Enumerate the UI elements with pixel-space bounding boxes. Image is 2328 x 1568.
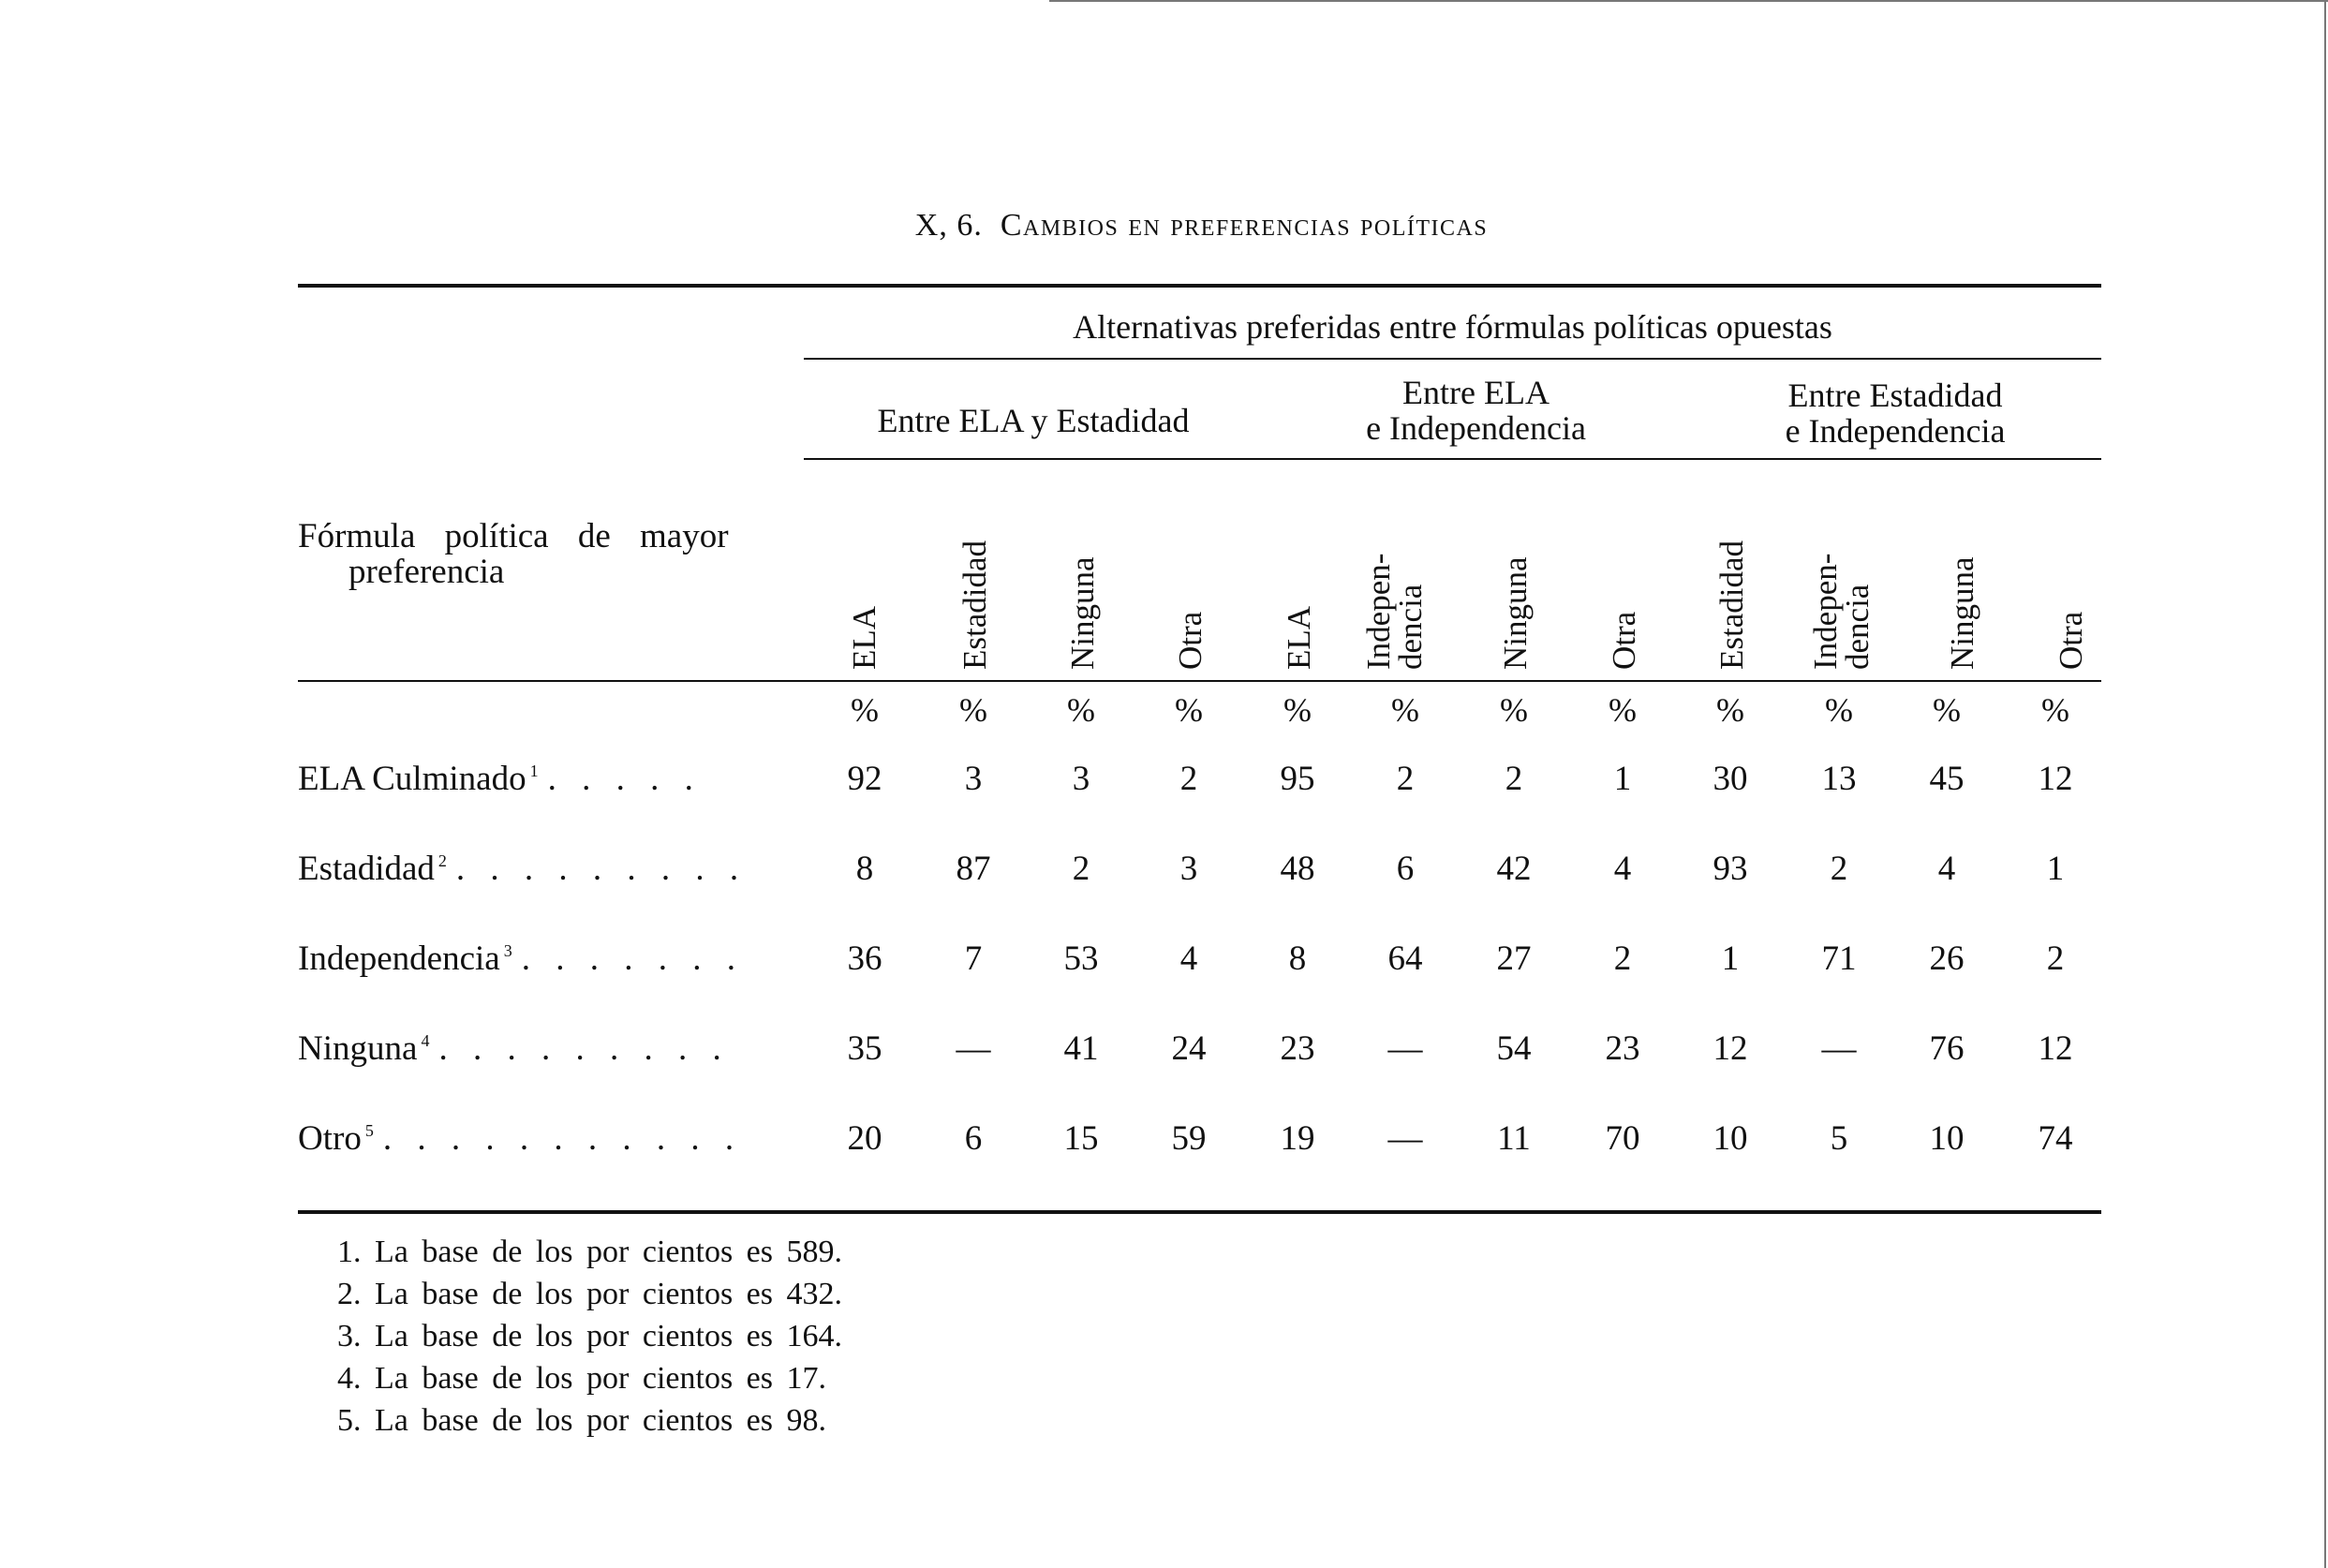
table-cell: 59 — [1171, 1119, 1207, 1158]
row-label-text: Independencia — [298, 939, 500, 978]
table-cell: 6 — [964, 1119, 983, 1158]
bottom-rule — [298, 1210, 2101, 1214]
row-footnote-marker: 3 — [503, 941, 512, 960]
col-header-otra-2: Otra — [1606, 611, 1642, 670]
table-cell: 45 — [1929, 760, 1965, 798]
table-cell: 93 — [1713, 850, 1748, 888]
table-cell: 4 — [1613, 850, 1632, 888]
table-cell: 26 — [1929, 939, 1965, 978]
table-cell: 4 — [1179, 939, 1198, 978]
unit-col-5: % — [1283, 691, 1312, 729]
group-header-1-line2: Entre ELA y Estadidad — [877, 402, 1190, 439]
row-footnote-marker: 2 — [437, 851, 447, 870]
group-header-2-line1: Entre ELA — [1402, 374, 1550, 411]
table-cell: — — [1387, 1029, 1423, 1068]
col-header-otra-1: Otra — [1172, 611, 1208, 670]
table-cell: — — [1821, 1029, 1857, 1068]
unit-col-7: % — [1500, 691, 1528, 729]
unit-col-8: % — [1609, 691, 1637, 729]
footnote-1: 1. La base de los por cientos es 589. — [337, 1235, 842, 1269]
stub-header-line2: preferencia — [348, 553, 505, 591]
table-cell: 74 — [2038, 1119, 2073, 1158]
table-cell: 42 — [1496, 850, 1532, 888]
table-cell: 2 — [1613, 939, 1632, 978]
table-cell: 20 — [847, 1119, 882, 1158]
header-rule — [298, 680, 2101, 682]
table-cell: 35 — [847, 1029, 882, 1068]
table-title-text: Cambios en preferencias políticas — [1000, 208, 1489, 243]
table-cell: 15 — [1063, 1119, 1099, 1158]
row-label-text: Estadidad — [298, 850, 435, 888]
group-header-3-line2: e Independencia — [1785, 412, 2006, 450]
table-cell: 53 — [1063, 939, 1099, 978]
table-cell: 2 — [1396, 760, 1415, 798]
table-cell: 70 — [1605, 1119, 1640, 1158]
unit-col-12: % — [2041, 691, 2069, 729]
unit-col-3: % — [1067, 691, 1095, 729]
row-label — [298, 1028, 730, 1069]
super-header: Alternativas preferidas entre fórmulas políticas opuestas — [1073, 308, 1832, 346]
row-label-text: ELA Culminado — [298, 760, 526, 798]
unit-col-6: % — [1391, 691, 1419, 729]
col-header-otra-3: Otra — [2053, 611, 2089, 670]
col-header-ninguna-2: Ninguna — [1497, 556, 1534, 670]
table-cell: 23 — [1605, 1029, 1640, 1068]
group-header-3 — [1689, 377, 2101, 449]
col-header-ninguna-3: Ninguna — [1944, 556, 1980, 670]
stub-header-line1: Fórmula política de mayor — [298, 517, 729, 555]
row-label — [298, 849, 747, 889]
table-cell: 71 — [1821, 939, 1857, 978]
stub-header — [298, 519, 729, 590]
group-header-3-line1: Entre Estadidad — [1787, 377, 2003, 414]
col-header-independencia-2: Indepen- dencia — [1360, 553, 1429, 670]
table-cell: 8 — [1288, 939, 1307, 978]
table-cell: 87 — [956, 850, 991, 888]
table-cell: 12 — [2038, 760, 2073, 798]
table-number: X, 6. — [914, 208, 983, 243]
unit-col-11: % — [1933, 691, 1961, 729]
table-cell: 6 — [1396, 850, 1415, 888]
table-cell: 11 — [1497, 1119, 1531, 1158]
table-title — [0, 208, 2328, 244]
table-cell: 10 — [1929, 1119, 1965, 1158]
footnote-3: 3. La base de los por cientos es 164. — [337, 1319, 842, 1354]
col-header-estadidad-1: Estadidad — [956, 540, 993, 670]
table-cell: 48 — [1280, 850, 1315, 888]
footnote-5: 5. La base de los por cientos es 98. — [337, 1403, 826, 1438]
scan-edge-top — [1049, 0, 2328, 2]
row-footnote-marker: 4 — [421, 1031, 430, 1050]
footnote-4: 4. La base de los por cientos es 17. — [337, 1361, 826, 1396]
row-leader-dots: . . . . . . . . . — [455, 850, 748, 888]
row-label — [298, 939, 744, 979]
unit-col-1: % — [851, 691, 879, 729]
group-header-1 — [804, 403, 1263, 438]
table-cell: 3 — [964, 760, 983, 798]
unit-col-2: % — [959, 691, 987, 729]
group-header-2 — [1263, 375, 1689, 446]
table-cell: 12 — [1713, 1029, 1748, 1068]
table-cell: 2 — [1505, 760, 1523, 798]
table-cell: 8 — [855, 850, 874, 888]
table-cell: 23 — [1280, 1029, 1315, 1068]
row-footnote-marker: 1 — [529, 762, 539, 780]
table-cell: 1 — [2046, 850, 2065, 888]
col-header-ela-2: ELA — [1281, 605, 1317, 670]
top-rule — [298, 284, 2101, 288]
row-leader-dots: . . . . . — [547, 760, 702, 798]
col-header-ninguna-1: Ninguna — [1064, 556, 1101, 670]
unit-col-4: % — [1175, 691, 1203, 729]
table-cell: 24 — [1171, 1029, 1207, 1068]
row-leader-dots: . . . . . . . — [521, 939, 744, 978]
col-header-estadidad-3: Estadidad — [1713, 540, 1750, 670]
table-cell: — — [956, 1029, 991, 1068]
row-leader-dots: . . . . . . . . . . . — [382, 1119, 743, 1158]
table-cell: 2 — [1179, 760, 1198, 798]
row-footnote-marker: 5 — [364, 1121, 374, 1140]
footnote-2: 2. La base de los por cientos es 432. — [337, 1277, 842, 1311]
table-cell: 10 — [1713, 1119, 1748, 1158]
super-header-rule — [804, 358, 2101, 360]
table-cell: 2 — [1830, 850, 1848, 888]
table-cell: 19 — [1280, 1119, 1315, 1158]
row-label-text: Ninguna — [298, 1029, 418, 1068]
table-cell: 64 — [1387, 939, 1423, 978]
group-header-rule — [804, 458, 2101, 460]
group-header-2-line2: e Independencia — [1366, 409, 1586, 447]
table-cell: 12 — [2038, 1029, 2073, 1068]
table-cell: 7 — [964, 939, 983, 978]
unit-col-10: % — [1825, 691, 1853, 729]
table-cell: 27 — [1496, 939, 1532, 978]
row-leader-dots: . . . . . . . . . — [438, 1029, 730, 1068]
table-cell: 30 — [1713, 760, 1748, 798]
row-label — [298, 1118, 742, 1159]
table-cell: 95 — [1280, 760, 1315, 798]
table-cell: 2 — [1072, 850, 1090, 888]
table-cell: 13 — [1821, 760, 1857, 798]
table-cell: 41 — [1063, 1029, 1099, 1068]
row-label-text: Otro — [298, 1119, 362, 1158]
table-cell: — — [1387, 1119, 1423, 1158]
table-cell: 36 — [847, 939, 882, 978]
col-header-independencia-3: Indepen- dencia — [1807, 553, 1876, 670]
unit-col-9: % — [1716, 691, 1744, 729]
table-cell: 3 — [1179, 850, 1198, 888]
table-cell: 5 — [1830, 1119, 1848, 1158]
table-cell: 2 — [2046, 939, 2065, 978]
row-label — [298, 759, 702, 799]
table-cell: 3 — [1072, 760, 1090, 798]
table-cell: 54 — [1496, 1029, 1532, 1068]
col-header-ela-1: ELA — [846, 605, 882, 670]
table-cell: 4 — [1937, 850, 1956, 888]
table-cell: 92 — [847, 760, 882, 798]
table-cell: 1 — [1613, 760, 1632, 798]
table-cell: 1 — [1721, 939, 1740, 978]
table-cell: 76 — [1929, 1029, 1965, 1068]
